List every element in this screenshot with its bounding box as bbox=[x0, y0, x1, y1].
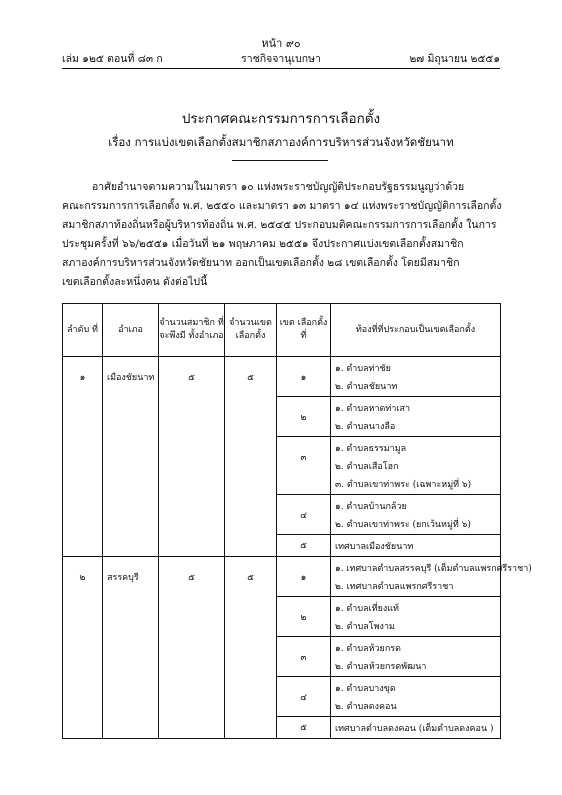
district-zone-count: ๕ bbox=[225, 557, 277, 739]
district-name: สรรคบุรี bbox=[103, 557, 159, 739]
page-number: หน้า ๙๐ bbox=[261, 37, 301, 50]
header-divider bbox=[62, 68, 500, 69]
area-item: ๒. ตำบลชัยนาท bbox=[335, 382, 398, 392]
zone-number: ๒ bbox=[277, 597, 331, 637]
district-seq: ๑ bbox=[63, 357, 103, 557]
header-district: อำเภอ bbox=[103, 304, 159, 357]
area-item: ๑. ตำบลเที่ยงแท้ bbox=[335, 604, 399, 614]
district-members: ๕ bbox=[159, 557, 225, 739]
publication-date: ๒๗ มิถุนายน ๒๕๕๑ bbox=[409, 53, 500, 65]
zone-number: ๔ bbox=[277, 495, 331, 535]
area-item: เทศบาลตำบลดงคอน (เต็มตำบลดงคอน ) bbox=[335, 724, 494, 734]
zone-areas bbox=[331, 495, 501, 535]
zone-areas bbox=[331, 597, 501, 637]
area-item: ๒. ตำบลห้วยกรดพัฒนา bbox=[335, 662, 427, 672]
running-header bbox=[62, 50, 500, 66]
zone-number: ๕ bbox=[277, 717, 331, 739]
table-row bbox=[63, 357, 501, 397]
area-item: ๑. ตำบลบางขุด bbox=[335, 684, 396, 694]
body-line: สภาองค์การบริหารส่วนจังหวัดชัยนาท ออกเป็นเขตเลือกตั้ง ๒๘ เขตเลือกตั้ง โดยมีสมาชิก bbox=[62, 257, 460, 269]
header-seq: ลำดับ ที่ bbox=[63, 304, 103, 357]
zone-number: ๑ bbox=[277, 357, 331, 397]
district-name: เมืองชัยนาท bbox=[103, 357, 159, 557]
zone-areas bbox=[331, 557, 532, 597]
zone-number: ๓ bbox=[277, 637, 331, 677]
area-item: ๑. เทศบาลตำบลสรรคบุรี (เต็มตำบลแพรกศรีราชา) bbox=[335, 564, 532, 574]
publication-name: ราชกิจจานุเบกษา bbox=[241, 53, 321, 65]
announcement-body bbox=[62, 178, 500, 292]
zone-areas bbox=[331, 677, 501, 717]
zone-number: ๕ bbox=[277, 535, 331, 557]
header-zones-count: จำนวนเขต เลือกตั้ง bbox=[225, 304, 277, 357]
header-members: จำนวนสมาชิก ที่จะพึงมี ทั้งอำเภอ bbox=[159, 304, 225, 357]
area-item: ๒. ตำบลดงคอน bbox=[335, 702, 397, 712]
area-item: ๑. ตำบลบ้านกล้วย bbox=[335, 502, 407, 512]
zone-areas bbox=[331, 535, 501, 557]
area-item: ๒. ตำบลเสือโฮก bbox=[335, 462, 399, 472]
zone-areas bbox=[331, 397, 501, 437]
table-row bbox=[63, 557, 501, 597]
volume-issue: เล่ม ๑๒๕ ตอนที่ ๘๓ ก bbox=[62, 53, 163, 65]
body-line: สมาชิกสภาท้องถิ่นหรือผู้บริหารท้องถิ่น พ.ศ. ๒๕๔๕ ประกอบมติคณะกรรมการการเลือกตั้ง ในการ bbox=[62, 219, 497, 231]
area-item: เทศบาลเมืองชัยนาท bbox=[335, 542, 414, 552]
zone-areas bbox=[331, 637, 501, 677]
area-item: ๒. ตำบลนางลือ bbox=[335, 422, 396, 432]
announcement-subject: เรื่อง การแบ่งเขตเลือกตั้งสมาชิกสภาองค์การบริหารส่วนจังหวัดชัยนาท bbox=[108, 135, 454, 149]
area-item: ๑. ตำบลท่าชัย bbox=[335, 364, 391, 374]
area-item: ๑. ตำบลหาดท่าเสา bbox=[335, 404, 411, 414]
zone-areas bbox=[331, 437, 501, 495]
area-item: ๑. ตำบลธรรมามูล bbox=[335, 444, 407, 454]
announcement-title: ประกาศคณะกรรมการการเลือกตั้ง bbox=[181, 111, 381, 127]
district-seq: ๒ bbox=[63, 557, 103, 739]
zone-number: ๓ bbox=[277, 437, 331, 495]
zone-areas bbox=[331, 357, 501, 397]
body-line: อาศัยอำนาจตามความในมาตรา ๑๐ แห่งพระราชบัญญัติประกอบรัฐธรรมนูญว่าด้วย bbox=[92, 181, 465, 193]
area-item: ๒. ตำบลโพงาม bbox=[335, 622, 395, 632]
area-item: ๓. ตำบลเขาท่าพระ (เฉพาะหมู่ที่ ๖) bbox=[335, 480, 472, 490]
title-divider bbox=[232, 160, 328, 161]
district-members: ๕ bbox=[159, 357, 225, 557]
zone-areas bbox=[331, 717, 501, 739]
area-item: ๑. ตำบลห้วยกรด bbox=[335, 644, 401, 654]
zone-number: ๒ bbox=[277, 397, 331, 437]
body-line: เขตเลือกตั้งละหนึ่งคน ดังต่อไปนี้ bbox=[62, 276, 208, 288]
area-item: ๒. ตำบลเขาท่าพระ (ยกเว้นหมู่ที่ ๖) bbox=[335, 520, 471, 530]
district-zone-count: ๕ bbox=[225, 357, 277, 557]
table-header-row bbox=[63, 304, 501, 357]
area-item: ๒. เทศบาลตำบลแพรกศรีราชา bbox=[335, 582, 454, 592]
zone-number: ๑ bbox=[277, 557, 331, 597]
body-line: คณะกรรมการการเลือกตั้ง พ.ศ. ๒๕๕๐ และมาตรา ๑๓ มาตรา ๑๔ แห่งพระราชบัญญัติการเลือกตั้ง bbox=[62, 200, 502, 212]
body-line: ประชุมครั้งที่ ๖๖/๒๕๕๑ เมื่อวันที่ ๒๑ พฤษภาคม ๒๕๕๑ จึงประกาศแบ่งเขตเลือกตั้งสมาชิก bbox=[62, 238, 464, 250]
electoral-districts-table bbox=[62, 303, 532, 739]
header-zone-number: เขต เลือกตั้งที่ bbox=[277, 304, 331, 357]
zone-number: ๔ bbox=[277, 677, 331, 717]
header-areas: ท้องที่ที่ประกอบเป็นเขตเลือกตั้ง bbox=[331, 304, 501, 357]
